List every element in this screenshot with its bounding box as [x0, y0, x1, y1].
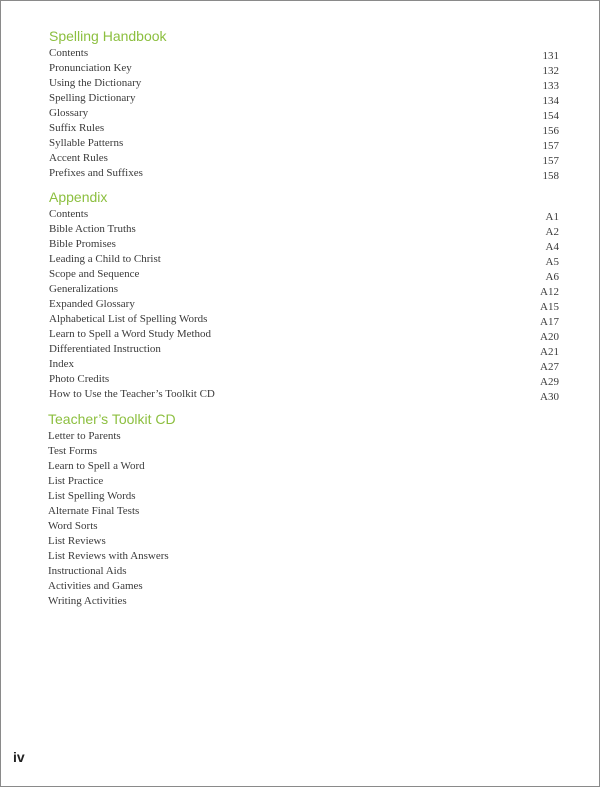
toc-entry: [49, 282, 559, 297]
entry-list: [49, 46, 559, 181]
entry-label: Spelling Dictionary: [49, 92, 136, 104]
toc-entry: [49, 151, 559, 166]
entry-label: Instructional Aids: [48, 565, 127, 577]
entry-label: Alphabetical List of Spelling Words: [49, 313, 208, 325]
toc-entry: [48, 519, 558, 534]
page-number: iv: [13, 749, 25, 765]
toc-entry: [48, 594, 558, 609]
toc-entry: [49, 166, 559, 181]
toc-entry: [49, 297, 559, 312]
entry-label: Using the Dictionary: [49, 77, 142, 89]
toc-entry: [49, 387, 559, 402]
toc-entry: [49, 46, 559, 61]
entry-page-number: A21: [540, 346, 559, 358]
entry-label: Word Sorts: [48, 520, 98, 532]
entry-label: Pronunciation Key: [49, 62, 132, 74]
entry-label: Contents: [49, 47, 89, 59]
entry-label: List Practice: [48, 475, 104, 487]
toc-entry: [48, 459, 558, 474]
entry-page-number: 157: [542, 140, 559, 152]
toc-entry: [48, 429, 558, 444]
entry-page-number: A15: [540, 301, 559, 313]
entry-label: Generalizations: [49, 283, 119, 295]
toc-entry: [49, 342, 559, 357]
entry-page-number: 134: [542, 95, 559, 107]
entry-label: Leading a Child to Christ: [49, 253, 161, 265]
toc-entry: [49, 61, 559, 76]
toc-entry: [49, 357, 559, 372]
entry-label: Accent Rules: [49, 152, 108, 164]
entry-label: Writing Activities: [48, 595, 127, 607]
section-appendix: [49, 189, 559, 402]
entry-page-number: A20: [540, 331, 559, 343]
entry-label: Letter to Parents: [48, 430, 121, 442]
toc-entry: [49, 106, 559, 121]
section-spelling-handbook: [49, 28, 559, 181]
entry-label: Syllable Patterns: [49, 137, 124, 149]
toc-entry: [49, 372, 559, 387]
toc-entry: [49, 121, 559, 136]
section-title: Appendix: [49, 189, 108, 205]
entry-page-number: A1: [545, 211, 559, 223]
toc-entry: [48, 474, 558, 489]
entry-page-number: A27: [540, 361, 559, 373]
entry-label: Differentiated Instruction: [49, 343, 161, 355]
section-title: Teacher’s Toolkit CD: [48, 411, 176, 427]
entry-page-number: A5: [545, 256, 559, 268]
entry-page-number: A6: [545, 271, 559, 283]
toc-entry: [49, 237, 559, 252]
toc-entry: [48, 534, 558, 549]
toc-entry: [49, 207, 559, 222]
entry-list: [49, 207, 559, 402]
entry-label: Index: [49, 358, 75, 370]
entry-label: Scope and Sequence: [49, 268, 140, 280]
entry-page-number: 133: [542, 80, 559, 92]
entry-label: Test Forms: [48, 445, 98, 457]
entry-label: List Spelling Words: [48, 490, 136, 502]
toc-entry: [48, 504, 558, 519]
entry-label: Prefixes and Suffixes: [49, 167, 143, 179]
entry-label: Learn to Spell a Word: [48, 460, 145, 472]
entry-page-number: A29: [540, 376, 559, 388]
section-teachers-toolkit-cd: [48, 411, 558, 609]
entry-page-number: 154: [542, 110, 559, 122]
entry-label: Bible Action Truths: [49, 223, 136, 235]
section-title: Spelling Handbook: [49, 28, 167, 44]
entry-page-number: 131: [542, 50, 559, 62]
entry-page-number: 157: [542, 155, 559, 167]
toc-entry: [48, 564, 558, 579]
toc-entry: [49, 267, 559, 282]
entry-label: Photo Credits: [49, 373, 110, 385]
entry-label: Learn to Spell a Word Study Method: [49, 328, 212, 340]
entry-label: Contents: [49, 208, 89, 220]
toc-entry: [49, 252, 559, 267]
toc-entry: [48, 579, 558, 594]
entry-list: [48, 429, 558, 609]
entry-page-number: A2: [545, 226, 559, 238]
entry-label: List Reviews with Answers: [48, 550, 169, 562]
entry-page-number: A12: [540, 286, 559, 298]
toc-entry: [49, 136, 559, 151]
entry-page-number: 158: [542, 170, 559, 182]
toc-entry: [49, 91, 559, 106]
entry-label: Glossary: [49, 107, 89, 119]
entry-page-number: 156: [542, 125, 559, 137]
toc-entry: [48, 489, 558, 504]
entry-label: Expanded Glossary: [49, 298, 135, 310]
toc-entry: [49, 222, 559, 237]
entry-label: How to Use the Teacher’s Toolkit CD: [49, 388, 215, 400]
entry-page-number: A4: [545, 241, 559, 253]
toc-entry: [49, 327, 559, 342]
toc-entry: [48, 549, 558, 564]
entry-label: Activities and Games: [48, 580, 143, 592]
entry-page-number: A30: [540, 391, 559, 403]
toc-entry: [49, 76, 559, 91]
toc-entry: [48, 444, 558, 459]
entry-page-number: 132: [542, 65, 559, 77]
entry-label: List Reviews: [48, 535, 106, 547]
entry-label: Alternate Final Tests: [48, 505, 140, 517]
toc-entry: [49, 312, 559, 327]
entry-label: Bible Promises: [49, 238, 116, 250]
entry-page-number: A17: [540, 316, 559, 328]
entry-label: Suffix Rules: [49, 122, 105, 134]
